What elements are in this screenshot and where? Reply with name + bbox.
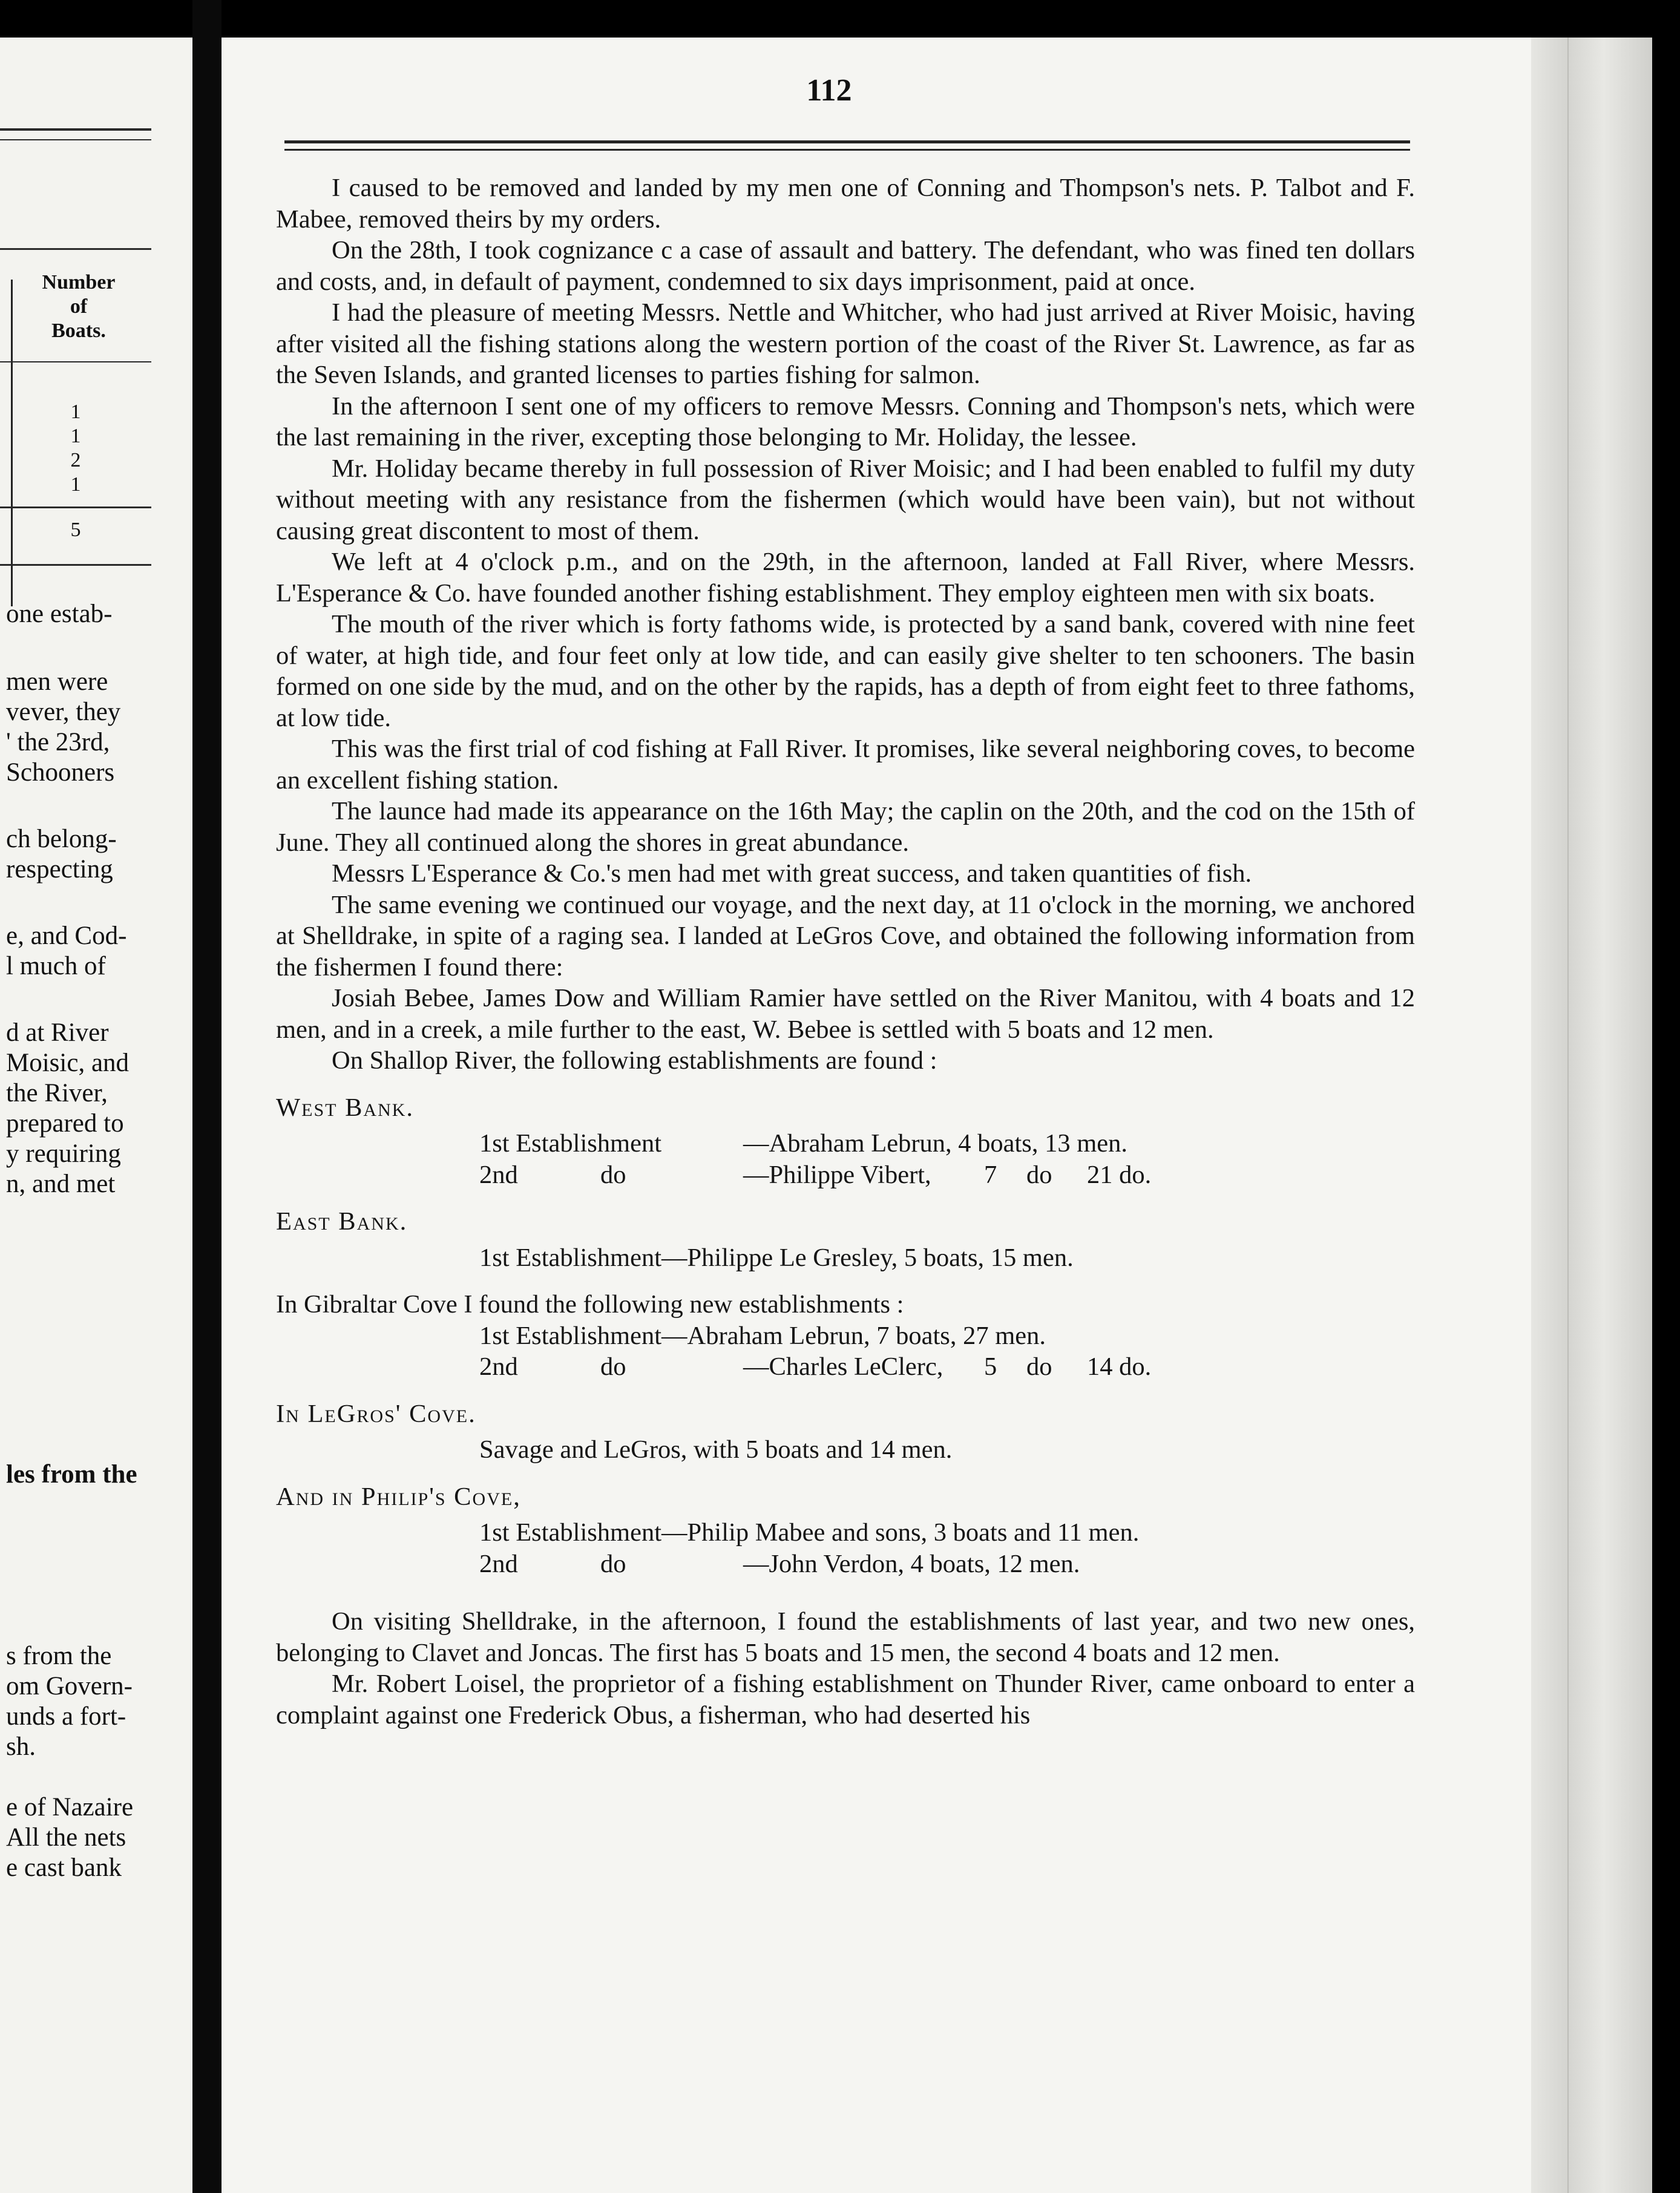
text-line: y requiring: [6, 1139, 121, 1168]
section-heading-east-bank: East Bank.: [276, 1207, 408, 1236]
establishment-name: —Abraham Lebrun, 4 boats, 13 men.: [743, 1129, 1127, 1158]
boat-count: 5: [984, 1352, 997, 1381]
page-body: [276, 172, 1415, 1731]
table-total: 5: [70, 519, 81, 541]
men-count: 21 do.: [1087, 1160, 1152, 1189]
ditto-mark: do: [1026, 1352, 1052, 1381]
book-gutter: [192, 0, 221, 2193]
establishment-row: [276, 1517, 1415, 1549]
text-line: respecting: [6, 855, 113, 883]
paragraph: Messrs L'Esperance & Co.'s men had met with great success, and taken quantities of fish.: [332, 859, 1252, 888]
text-line: d at River: [6, 1018, 109, 1047]
establishment-text: 1st Establishment—Philip Mabee and sons, 3 boats and 11 men.: [479, 1518, 1140, 1547]
header-rule: [284, 149, 1410, 151]
spacer: [276, 1579, 1415, 1606]
text-line: All the nets: [6, 1823, 126, 1852]
text-line: sh.: [6, 1732, 36, 1761]
page-number: 112: [806, 73, 852, 108]
text-line: s from the: [6, 1642, 112, 1670]
establishment-row: [276, 1434, 1415, 1466]
table-total-rule: [0, 506, 151, 508]
header-line: Boats.: [51, 320, 106, 342]
ditto-mark: do: [600, 1160, 626, 1189]
establishment-text: 1st Establishment—Abraham Lebrun, 7 boats, 27 men.: [479, 1321, 1046, 1350]
text-line: vever, they: [6, 698, 121, 726]
paragraph: The mouth of the river which is forty fathoms wide, is protected by a sand bank, covered with nine feet of water, at high tide, and four feet only at low tide, and can easily give shelter to ten schooners. The basin formed on one side by the mud, and on the other by the rapids, has a depth of from eight feet to three fathoms, at low tide.: [276, 610, 1415, 732]
table-rule: [0, 361, 151, 362]
establishment-row: [276, 1351, 1415, 1383]
text-line: the River,: [6, 1079, 108, 1107]
paragraph: The same evening we continued our voyage, and the next day, at 11 o'clock in the morning, we anchored at Shelldrake, in spite of a raging sea. I landed at LeGros Cove, and obtained the following information from the fishermen I found there:: [276, 890, 1415, 982]
text-line: n, and met: [6, 1170, 116, 1198]
establishment-name: —John Verdon, 4 boats, 12 men.: [743, 1549, 1080, 1578]
boat-count: 7: [984, 1160, 997, 1189]
table-cell: 1: [70, 425, 81, 447]
text-line: l much of: [6, 952, 106, 980]
table-cell: 1: [70, 401, 81, 423]
establishment-label: 2nd: [479, 1352, 518, 1381]
text-line: ch belong-: [6, 825, 117, 853]
paragraph: The launce had made its appearance on the 16th May; the caplin on the 20th, and the cod on the 15th of June. They all continued along the shores in great abundance.: [276, 797, 1415, 857]
text-line: unds a fort-: [6, 1702, 126, 1731]
establishment-row: [276, 1320, 1415, 1352]
previous-page-fragment: [0, 38, 192, 2193]
header-rule: [284, 140, 1410, 143]
paragraph: Mr. Robert Loisel, the proprietor of a fishing establishment on Thunder River, came onboard to enter a complaint against one Frederick Obus, a fisherman, who had deserted his: [276, 1670, 1415, 1729]
table-top-rule: [0, 248, 151, 250]
text-line: ' the 23rd,: [6, 728, 110, 756]
section-heading-legros-cove: In LeGros' Cove.: [276, 1399, 476, 1428]
table-cell: 2: [70, 449, 81, 471]
header-line: Number: [42, 271, 116, 293]
text-line: Moisic, and: [6, 1049, 130, 1077]
paragraph: On Shallop River, the following establishments are found :: [332, 1046, 937, 1075]
section-heading-west-bank: West Bank.: [276, 1093, 415, 1122]
paragraph: On the 28th, I took cognizance c a case of assault and battery. The defendant, who was fined ten dollars and costs, and, in default of payment, condemned to six days imprisonment, paid at once.: [276, 236, 1415, 296]
text-line: e of Nazaire: [6, 1793, 134, 1821]
paragraph-gibraltar: In Gibraltar Cove I found the following new establishments :: [276, 1290, 904, 1319]
paragraph: I caused to be removed and landed by my men one of Conning and Thompson's nets. P. Talbot and F. Mabee, removed theirs by my orders.: [276, 174, 1415, 234]
establishment-label: 2nd: [479, 1549, 518, 1578]
text-line: prepared to: [6, 1109, 124, 1138]
establishment-row: [276, 1549, 1415, 1580]
ditto-mark: do: [1026, 1160, 1052, 1189]
establishment-label: 1st Establishment: [479, 1129, 662, 1158]
text-line: e, and Cod-: [6, 922, 127, 950]
paragraph: We left at 4 o'clock p.m., and on the 29th, in the afternoon, landed at Fall River, where Messrs. L'Esperance & Co. have founded another fishing establishment. They employ eighteen men with six boats.: [276, 548, 1415, 608]
text-line: one estab-: [6, 600, 113, 628]
paragraph: Mr. Holiday became thereby in full possession of River Moisic; and I had been enabled to fulfil my duty without meeting with any resistance from the fishermen (which would have been vain), but not without causing great discontent to most of them.: [276, 454, 1415, 545]
establishment-row: [276, 1159, 1415, 1191]
text-line: Schooners: [6, 758, 115, 787]
ditto-mark: do: [600, 1549, 626, 1578]
rule: [0, 139, 151, 140]
establishment-text: 1st Establishment—Philippe Le Gresley, 5 boats, 15 men.: [479, 1243, 1074, 1272]
page-edge-stack: [1531, 38, 1652, 2193]
establishment-name: —Charles LeClerc,: [743, 1352, 943, 1381]
text-line: men were: [6, 667, 108, 696]
establishment-row: [276, 1128, 1415, 1159]
paragraph: I had the pleasure of meeting Messrs. Nettle and Whitcher, who had just arrived at River Moisic, having after visited all the fishing stations along the western portion of the coast of the River St. Lawrence, as far as the Seven Islands, and granted licenses to parties fishing for salmon.: [276, 298, 1415, 389]
establishment-name: —Philippe Vibert,: [743, 1160, 931, 1189]
text-line: e cast bank: [6, 1854, 122, 1882]
spacer: [276, 1273, 1415, 1289]
ditto-mark: do: [600, 1352, 626, 1381]
text-line: om Govern-: [6, 1672, 133, 1700]
section-heading-philips-cove: And in Philip's Cove,: [276, 1482, 521, 1511]
header-line: of: [70, 295, 88, 318]
table-column-header: [18, 270, 139, 343]
table-bottom-rule: [0, 564, 151, 566]
paragraph: On visiting Shelldrake, in the afternoon, I found the establishments of last year, and two new ones, belonging to Clavet and Joncas. The first has 5 boats and 15 men, the second 4 boats and 12 men.: [276, 1607, 1415, 1667]
paragraph: Josiah Bebee, James Dow and William Ramier have settled on the River Manitou, with 4 boats and 12 men, and in a creek, a mile further to the east, W. Bebee is settled with 5 boats and 12 men.: [276, 984, 1415, 1044]
paragraph: This was the first trial of cod fishing at Fall River. It promises, like several neighboring coves, to become an excellent fishing station.: [276, 735, 1415, 795]
men-count: 14 do.: [1087, 1352, 1152, 1381]
establishment-text: Savage and LeGros, with 5 boats and 14 men.: [479, 1435, 953, 1464]
table-cell: 1: [70, 473, 81, 496]
rule: [0, 128, 151, 131]
text-line: les from the: [6, 1460, 137, 1489]
establishment-row: [276, 1242, 1415, 1274]
paragraph: In the afternoon I sent one of my officers to remove Messrs. Conning and Thompson's nets, which were the last remaining in the river, excepting those belonging to Mr. Holiday, the lessee.: [276, 392, 1415, 451]
establishment-label: 2nd: [479, 1160, 518, 1189]
